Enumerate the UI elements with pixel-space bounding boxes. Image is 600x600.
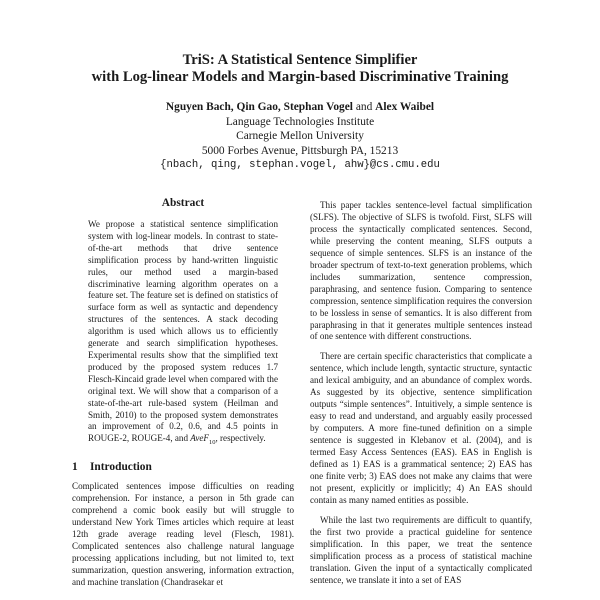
body-paragraph-2: There are certain specific characteristics that complicate a sentence, which include length, syntactic structure, syntactic and lexical ambiguity, and an abundance of complex words. As suggested by its objective, sentence simplification outputs “simple sentences”. Intuitively, a simple sentence is easy to read and understand, and arguably easily processed by computers. A more fine-tuned definition on a simple sentence is suggested in Klebanov et al. (2004), and is termed Easy Access Sentences (EAS). EAS in English is defined as 1) EAS is a grammatical sentence; 2) EAS has one finite verb; 3) EAS does not make any claims that were not present, explicitly or implicitly; 4) An EAS should contain as many named entities as possible. xyxy=(310,351,532,505)
body-paragraph-3: While the last two requirements are difficult to quantify, the first two provide a practical guideline for sentence simplification. In this paper, we treat the sentence simplification process as a process of statistical machine translation. Given the input of a syntactically complicated sentence, we translate it into a set of EAS xyxy=(310,514,532,585)
author-names: Nguyen Bach, Qin Gao, Stephan Vogel xyxy=(165,101,353,113)
author-university: Carnegie Mellon University xyxy=(236,130,364,142)
right-column xyxy=(310,200,532,595)
introduction-heading xyxy=(72,461,294,473)
abstract-math-sub: 10 xyxy=(208,439,216,447)
body-paragraph-1: This paper tackles sentence-level factual simplification (SLFS). The objective of SLFS is twofold. First, SLFS will process the syntactically complicated sentences. Second, while preserving the content meaning, SLFS outputs a sequence of simple sentences. SLFS is an instance of the broader spectrum of text-to-text generation problems, which includes summarization, sentence compression, paraphrasing, and sentence fusion. Comparing to sentence compression, sentence simplification requires the conversion to be lossless in sense of semantics. It is also different from paraphrasing in that it generates multiple sentences instead of one sentence with different constructions. xyxy=(310,200,532,342)
abstract-text-end: , respectively. xyxy=(215,433,266,444)
author-email: {nbach, qing, stephan.vogel, ahw}@cs.cmu.edu xyxy=(160,159,440,171)
abstract-heading: Abstract xyxy=(161,197,205,209)
author-institute: Language Technologies Institute xyxy=(225,115,375,128)
introduction-paragraph: Complicated sentences impose difficulties on reading comprehension. For instance, a person in 5th grade can comprehend a comic book easily but will struggle to understand New York Times articles which require at least 12th grade average reading level (Flesch, 1981). Complicated sentences also challenge natural language processing applications including, but not limited to, text summarization, question answering, information extraction, and machine translation (Chandrasekar et xyxy=(72,481,294,587)
author-address: 5000 Forbes Avenue, Pittsburgh PA, 15213 xyxy=(201,144,399,157)
left-column xyxy=(72,197,294,589)
abstract-math: AveF xyxy=(190,433,209,444)
section-number: 1 xyxy=(72,461,78,474)
title-line-1: TriS: A Statistical Sentence Simplifier xyxy=(182,52,418,68)
paper-title xyxy=(0,52,600,86)
abstract-text xyxy=(88,219,278,449)
author-last-name: Alex Waibel xyxy=(375,101,435,113)
abstract-text-main: We propose a statistical sentence simplification system with log-linear models. In contrast to state-of-the-art methods that drive sentence simplification process by hand-written linguistic rules, our method used a margin-based discriminative learning algorithm operates on a feature set. The feature set is defined on statistics of surface form as well as syntactic and dependency structures of the sentences. A stack decoding algorithm is used which allows us to efficiently generate and search simplification hypotheses. Experimental results show that the simplified text produced by the proposed system reduces 1.7 Flesch-Kincaid grade level when compared with the original text. We will show that a comparison of a state-of-the-art rule-based system (Heilman and Smith, 2010) to the proposed system demonstrates an improvement of 0.2, 0.6, and 4.5 points in ROUGE-2, ROUGE-4, and xyxy=(88,219,278,444)
author-names-line xyxy=(0,100,600,115)
title-line-2: with Log-linear Models and Margin-based Discriminative Training xyxy=(91,69,509,85)
author-and: and xyxy=(355,101,373,113)
section-title: Introduction xyxy=(90,461,152,474)
author-block xyxy=(0,100,600,173)
